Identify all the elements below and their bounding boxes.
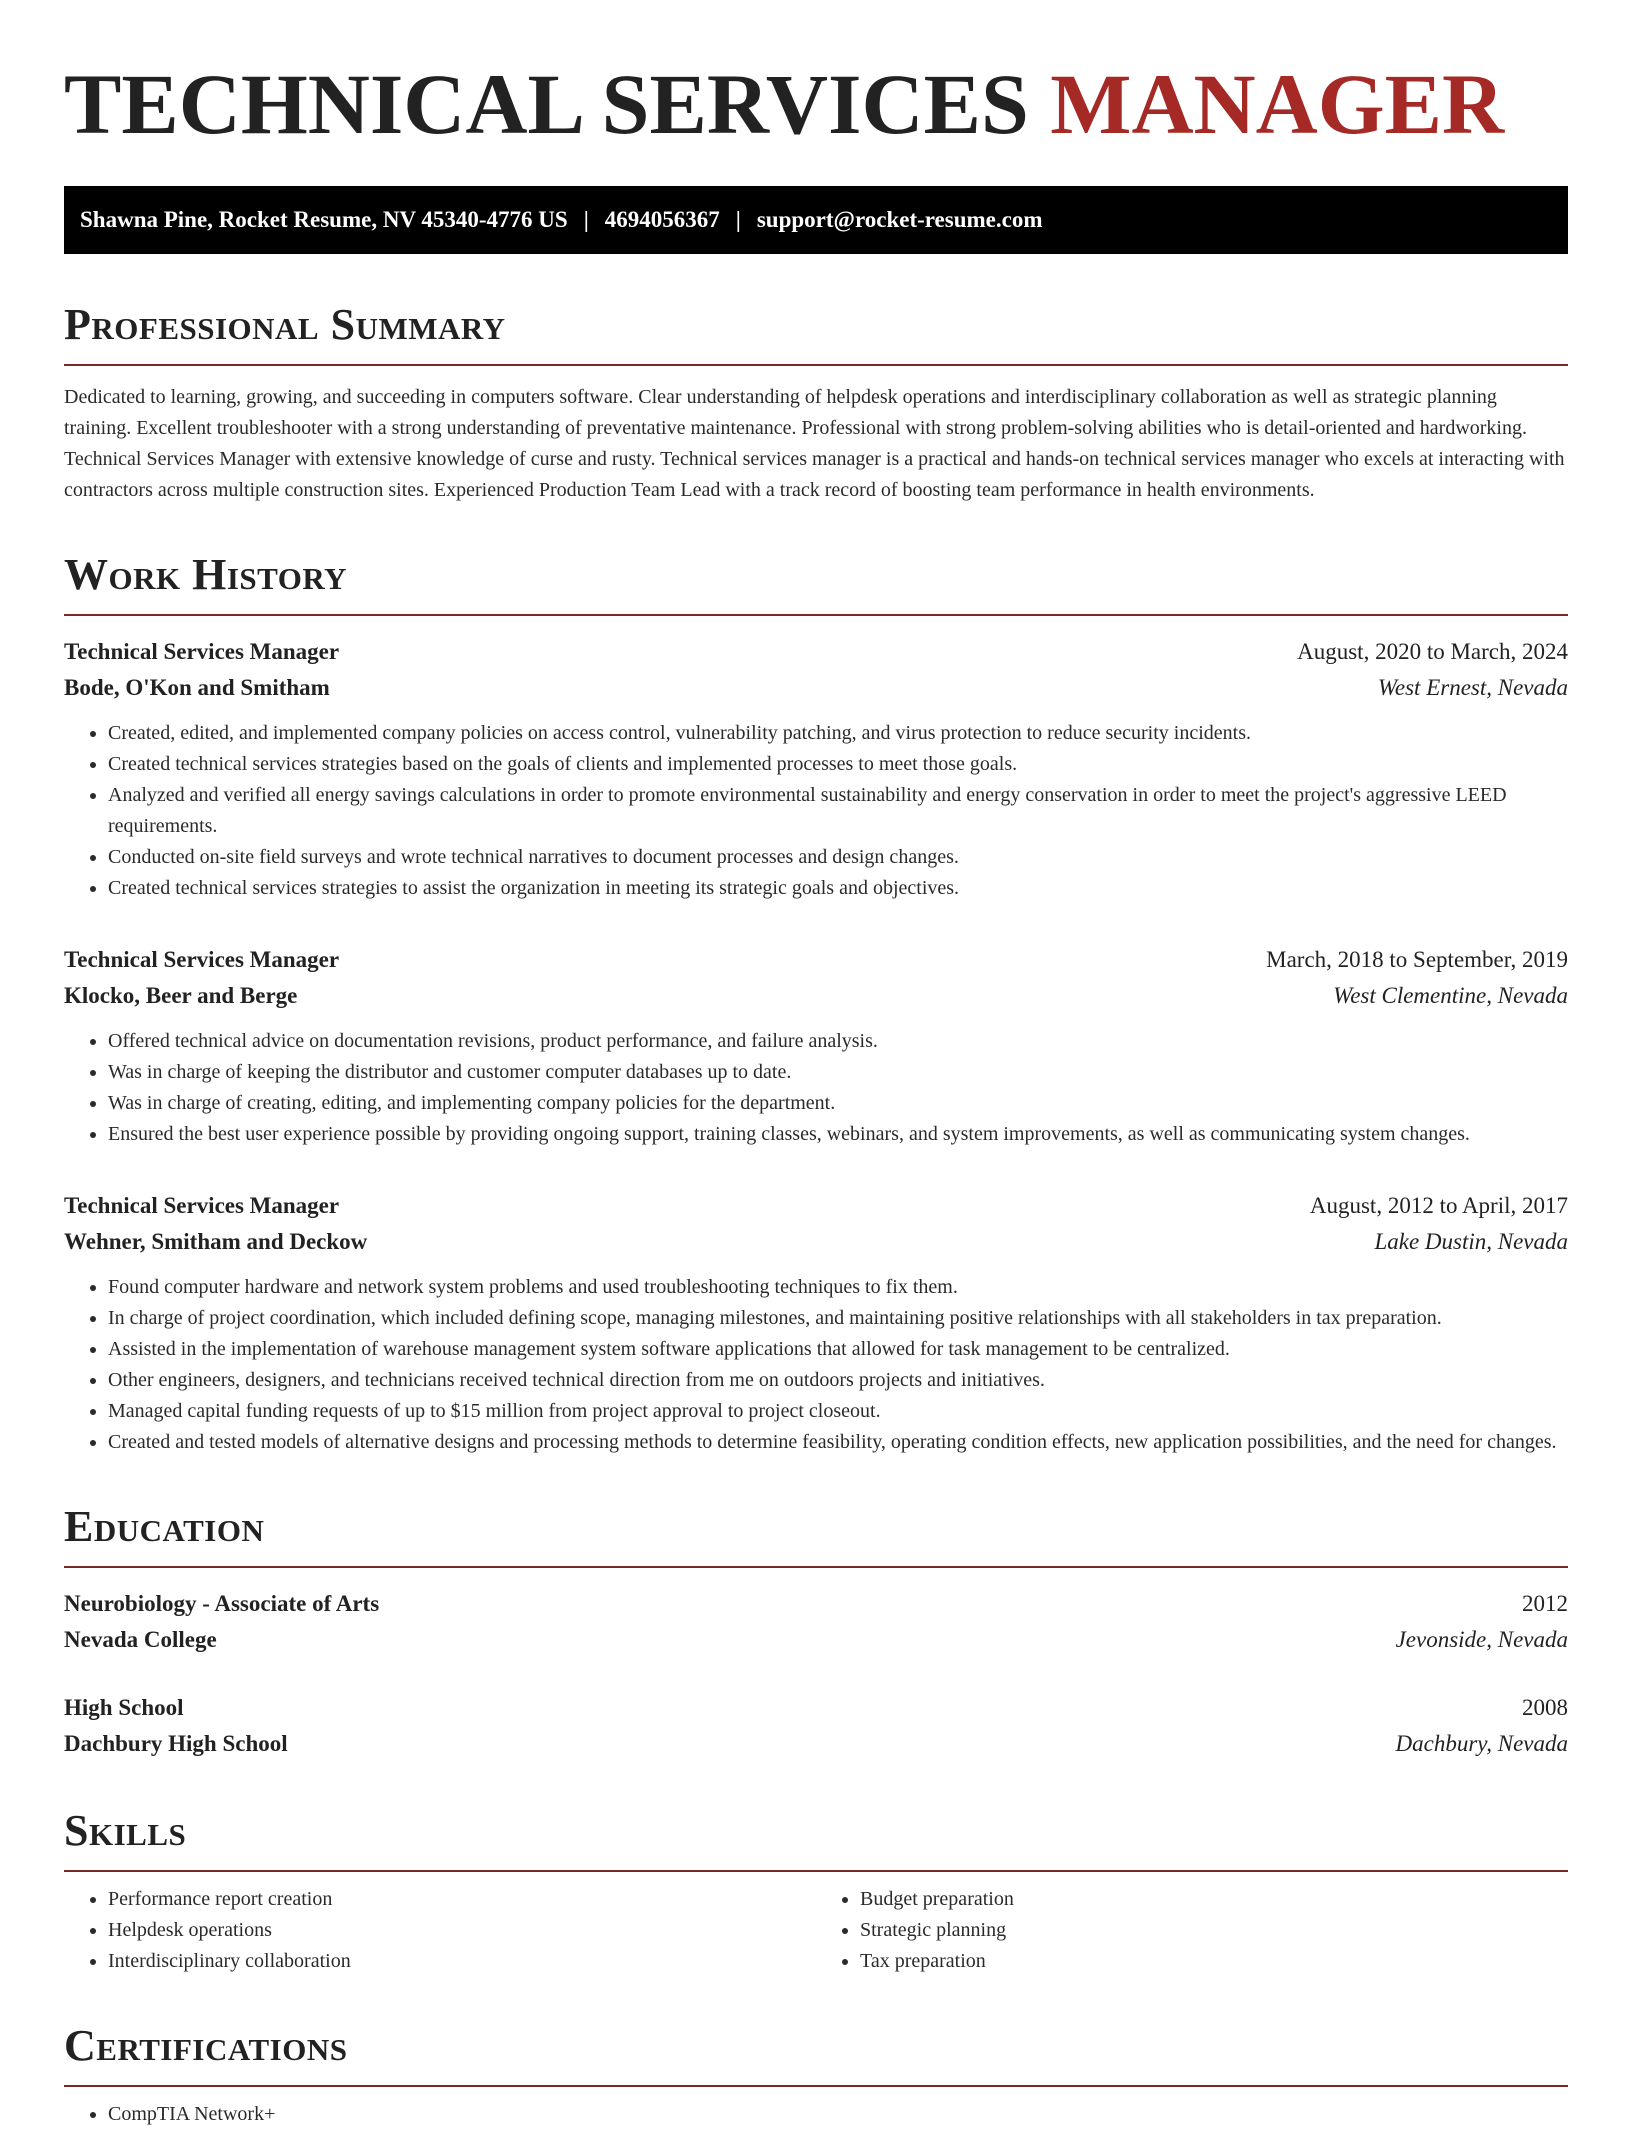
resume-title xyxy=(64,56,1568,152)
job-dates: March, 2018 to September, 2019 xyxy=(1266,947,1568,972)
education-school-row xyxy=(64,1622,1568,1658)
job-bullet: • Analyzed and verified all energy savings calculations in order to promote environmental sustainability and energy conservation in order to meet the project's aggressive LEED requirements. xyxy=(108,780,1568,842)
certification-item: • CompTIA Network+ xyxy=(108,2099,1568,2130)
skills-heading: Skills xyxy=(64,1806,1568,1872)
summary-text: Dedicated to learning, growing, and succeeding in computers software. Clear understanding of helpdesk operations and interdisciplinary collaboration as well as strategic planning training. Excellent troubleshooter with a strong understanding of preventative maintenance. Professional with strong problem-solving abilities who is detail-oriented and hardworking. Technical Services Manager with extensive knowledge of curse and rusty. Technical services manager is a practical and hands-on technical services manager who excels at interacting with contractors across multiple construction sites. Experienced Production Team Lead with a track record of boosting team performance in health environments. xyxy=(64,386,1565,501)
education-degree-row xyxy=(64,1690,1568,1726)
job-dates: August, 2020 to March, 2024 xyxy=(1297,639,1568,664)
contact-phone: 4694056367 xyxy=(604,207,720,232)
job-bullet: • Was in charge of creating, editing, and implementing company policies for the department. xyxy=(108,1088,1568,1119)
summary-heading: Professional Summary xyxy=(64,300,1568,366)
contact-email: support@rocket-resume.com xyxy=(756,207,1043,232)
skill-item: • Budget preparation xyxy=(860,1884,1568,1915)
job-bullet: • Created, edited, and implemented company policies on access control, vulnerability patching, and virus protection to reduce security incidents. xyxy=(108,718,1568,749)
contact-address: Shawna Pine, Rocket Resume, NV 45340-4776 US xyxy=(80,207,568,232)
job-header-row xyxy=(64,942,1568,978)
job-bullet: • Assisted in the implementation of warehouse management system software applications that allowed for task management to be centralized. xyxy=(108,1334,1568,1365)
education-degree: High School xyxy=(64,1695,184,1720)
education-location: Dachbury, Nevada xyxy=(1395,1731,1568,1756)
job-entry xyxy=(64,1188,1568,1458)
job-header-row xyxy=(64,1188,1568,1224)
job-bullet: • Created technical services strategies based on the goals of clients and implemented processes to meet those goals. xyxy=(108,749,1568,780)
skills-column-1 xyxy=(64,1884,816,1977)
contact-separator: | xyxy=(735,207,741,232)
skill-item: • Performance report creation xyxy=(108,1884,816,1915)
job-company-row xyxy=(64,1224,1568,1260)
job-company: Klocko, Beer and Berge xyxy=(64,983,298,1008)
education-entry xyxy=(64,1690,1568,1762)
job-title: Technical Services Manager xyxy=(64,947,340,972)
job-location: Lake Dustin, Nevada xyxy=(1374,1229,1568,1254)
job-bullet: • Was in charge of keeping the distributor and customer computer databases up to date. xyxy=(108,1057,1568,1088)
skills-column-2 xyxy=(816,1884,1568,1977)
job-dates: August, 2012 to April, 2017 xyxy=(1309,1193,1568,1218)
title-accent: MANAGER xyxy=(1050,56,1505,152)
job-bullet: • Other engineers, designers, and technicians received technical direction from me on outdoors projects and initiatives. xyxy=(108,1365,1568,1396)
job-bullets xyxy=(64,718,1568,904)
job-header-row xyxy=(64,634,1568,670)
job-bullet: • Conducted on-site field surveys and wrote technical narratives to document processes and design changes. xyxy=(108,842,1568,873)
job-company-row xyxy=(64,978,1568,1014)
education-entry xyxy=(64,1586,1568,1658)
education-school-row xyxy=(64,1726,1568,1762)
job-company: Wehner, Smitham and Deckow xyxy=(64,1229,368,1254)
job-title: Technical Services Manager xyxy=(64,639,340,664)
education-heading: Education xyxy=(64,1502,1568,1568)
skill-item: • Strategic planning xyxy=(860,1915,1568,1946)
job-location: West Ernest, Nevada xyxy=(1377,675,1568,700)
job-bullet: • Created technical services strategies to assist the organization in meeting its strategic goals and objectives. xyxy=(108,873,1568,904)
education-location: Jevonside, Nevada xyxy=(1395,1627,1568,1652)
job-entry xyxy=(64,634,1568,904)
job-bullet: • Found computer hardware and network system problems and used troubleshooting techniques to fix them. xyxy=(108,1272,1568,1303)
job-location: West Clementine, Nevada xyxy=(1333,983,1568,1008)
education-year: 2008 xyxy=(1522,1695,1568,1720)
education-year: 2012 xyxy=(1522,1591,1568,1616)
job-bullet: • In charge of project coordination, which included defining scope, managing milestones, and maintaining positive relationships with all stakeholders in tax preparation. xyxy=(108,1303,1568,1334)
skill-item: • Tax preparation xyxy=(860,1946,1568,1977)
contact-bar xyxy=(64,186,1568,254)
skill-item: • Interdisciplinary collaboration xyxy=(108,1946,816,1977)
certifications-list xyxy=(64,2099,1568,2130)
job-title: Technical Services Manager xyxy=(64,1193,340,1218)
job-bullet: • Created and tested models of alternative designs and processing methods to determine feasibility, operating condition effects, new application possibilities, and the need for changes. xyxy=(108,1427,1568,1458)
job-bullet: • Ensured the best user experience possible by providing ongoing support, training classes, webinars, and system improvements, as well as communicating system changes. xyxy=(108,1119,1568,1150)
contact-separator: | xyxy=(583,207,589,232)
education-school: Dachbury High School xyxy=(64,1731,288,1756)
work-history-heading: Work History xyxy=(64,550,1568,616)
skill-item: • Helpdesk operations xyxy=(108,1915,816,1946)
title-main: TECHNICAL SERVICES xyxy=(64,56,1051,152)
job-bullet: • Offered technical advice on documentation revisions, product performance, and failure analysis. xyxy=(108,1026,1568,1057)
skills-list xyxy=(64,1884,1568,1977)
certifications-heading: Certifications xyxy=(64,2021,1568,2087)
job-bullets xyxy=(64,1026,1568,1150)
education-degree: Neurobiology - Associate of Arts xyxy=(64,1591,380,1616)
education-school: Nevada College xyxy=(64,1627,217,1652)
job-company-row xyxy=(64,670,1568,706)
job-company: Bode, O'Kon and Smitham xyxy=(64,675,330,700)
job-bullets xyxy=(64,1272,1568,1458)
job-bullet: • Managed capital funding requests of up to $15 million from project approval to project closeout. xyxy=(108,1396,1568,1427)
job-entry xyxy=(64,942,1568,1150)
education-degree-row xyxy=(64,1586,1568,1622)
